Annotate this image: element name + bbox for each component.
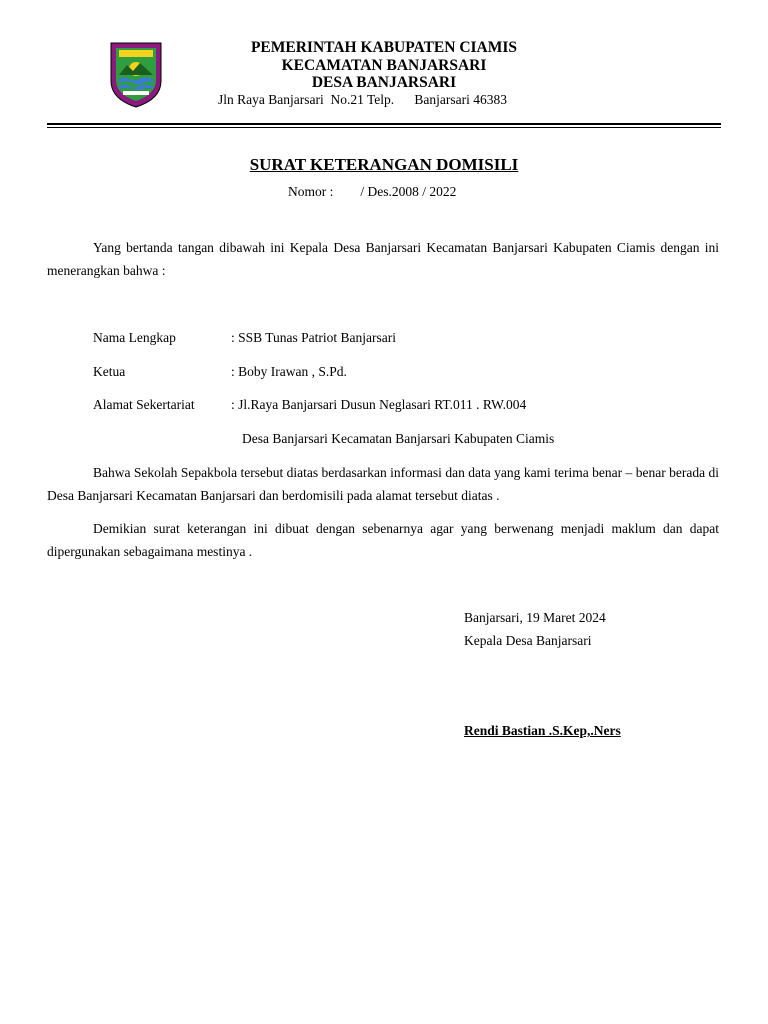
- signature-name: Rendi Bastian .S.Kep,.Ners: [464, 723, 621, 738]
- header-divider-thin: [47, 127, 721, 128]
- document-title: SURAT KETERANGAN DOMISILI: [249, 155, 519, 174]
- field-value: : SSB Tunas Patriot Banjarsari: [231, 330, 397, 345]
- intro-text: Yang bertanda tangan dibawah ini Kepala Desa Banjarsari Kecamatan Banjarsari Kabupaten Ciamis dengan ini menerangkan bahwa :: [47, 240, 719, 278]
- header-village: DESA BANJARSARI: [311, 74, 457, 91]
- field-address-continued: Desa Banjarsari Kecamatan Banjarsari Kabupaten Ciamis: [242, 431, 555, 446]
- header-divider-thick: [47, 123, 721, 125]
- field-value: : Jl.Raya Banjarsari Dusun Neglasari RT.011 . RW.004: [231, 397, 527, 412]
- closing-paragraph: [47, 517, 719, 563]
- intro-paragraph: [47, 236, 719, 282]
- field-value: : Boby Irawan , S.Pd.: [231, 364, 347, 379]
- field-label: Ketua: [93, 364, 126, 379]
- signature-position: Kepala Desa Banjarsari: [464, 633, 592, 648]
- header-address: Jln Raya Banjarsari No.21 Telp. Banjarsari 46383: [218, 92, 507, 107]
- statement-paragraph: [47, 461, 719, 507]
- document-number: Nomor : / Des.2008 / 2022: [288, 184, 457, 199]
- field-label: Nama Lengkap: [93, 330, 176, 345]
- statement-text: Bahwa Sekolah Sepakbola tersebut diatas berdasarkan informasi dan data yang kami terima benar – benar berada di Desa Banjarsari Kecamatan Banjarsari dan berdomisili pada alamat tersebut diatas .: [47, 465, 719, 503]
- signature-place-date: Banjarsari, 19 Maret 2024: [464, 610, 606, 625]
- field-label: Alamat Sekertariat: [93, 397, 195, 412]
- header-government: PEMERINTAH KABUPATEN CIAMIS: [250, 39, 518, 56]
- closing-text: Demikian surat keterangan ini dibuat dengan sebenarnya agar yang berwenang menjadi maklum dan dapat dipergunakan sebagaimana mestinya .: [47, 521, 719, 559]
- header-district: KECAMATAN BANJARSARI: [281, 57, 487, 74]
